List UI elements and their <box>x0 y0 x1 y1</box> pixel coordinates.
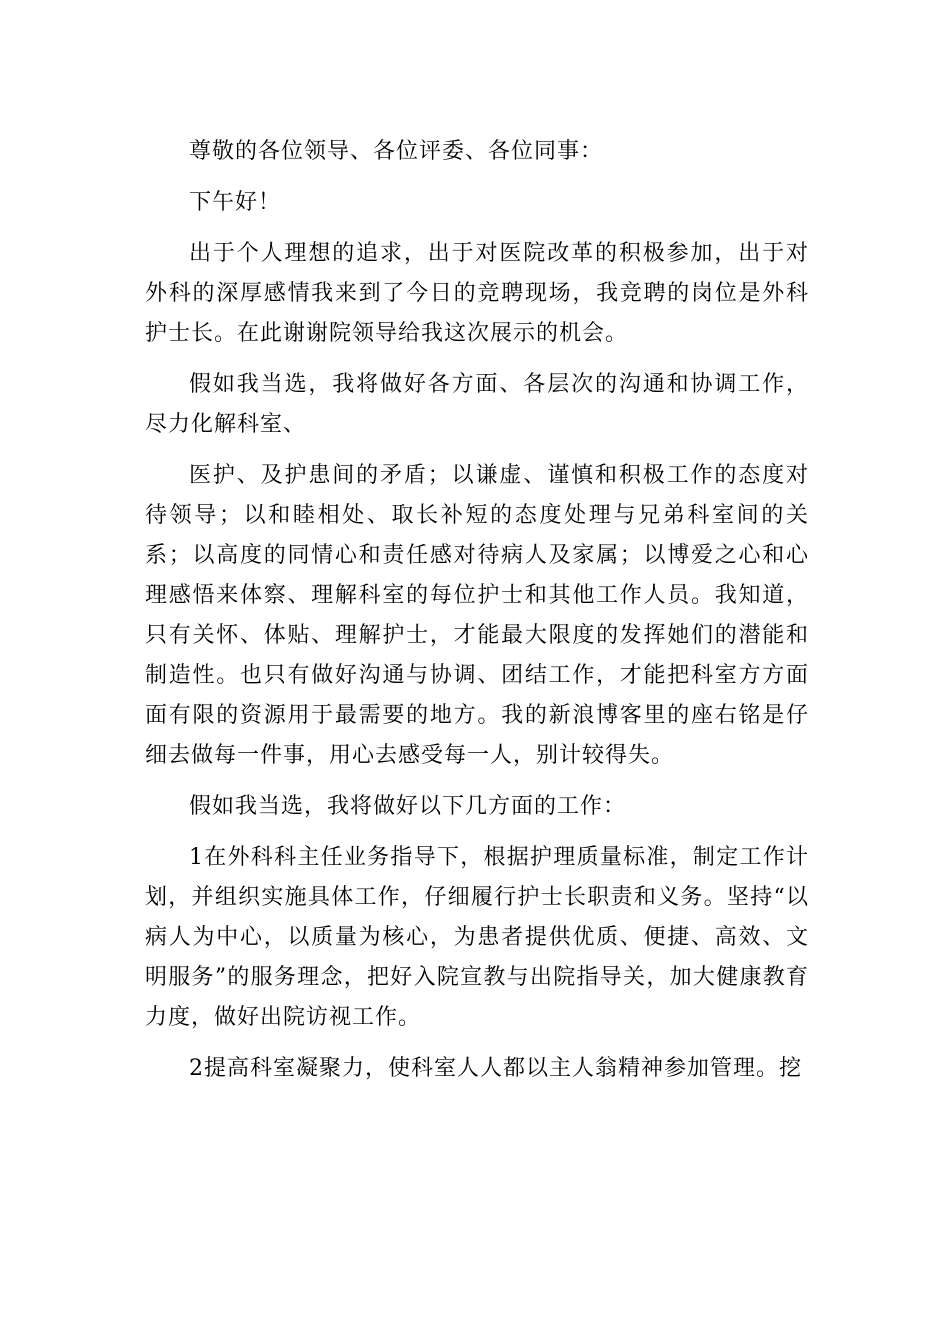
paragraph-work-list-intro: 假如我当选，我将做好以下几方面的工作： <box>189 794 627 819</box>
document-page <box>145 132 809 1100</box>
paragraph-relations: 医护、及护患间的矛盾；以谦虚、谨慎和积极工作的态度对待领导；以和睦相处、取长补短的态度处理与兄弟科室间的关系；以高度的同情心和责任感对待病人及家属；以博爱之心和心理感悟来体察、理解科室的每位护士和其他工作人员。我知道，只有关怀、体贴、理解护士，才能最大限度的发挥她们的潜能和制造性。也只有做好沟通与协调、团结工作，才能把科室方方面面有限的资源用于最需要的地方。我的新浪博客里的座右铭是仔细去做每一件事，用心去感受每一人，别计较得失。 <box>145 463 809 768</box>
paragraph-item-1: 1在外科科主任业务指导下，根据护理质量标准，制定工作计划，并组织实施具体工作，仔细履行护士长职责和义务。坚持“以病人为中心，以质量为核心，为患者提供优质、便捷、高效、文明服务”的服务理念，把好入院宣教与出院指导关，加大健康教育力度，做好出院访视工作。 <box>145 845 809 1030</box>
paragraph-item-2: 2提高科室凝聚力，使科室人人都以主人翁精神参加管理。挖 <box>189 1056 802 1081</box>
paragraph-communication: 假如我当选，我将做好各方面、各层次的沟通和协调工作，尽力化解科室、 <box>145 372 809 437</box>
greeting: 下午好！ <box>189 190 282 215</box>
paragraph-intro: 出于个人理想的追求，出于对医院改革的积极参加，出于对外科的深厚感情我来到了今日的竞聘现场，我竞聘的岗位是外科护士长。在此谢谢院领导给我这次展示的机会。 <box>145 241 809 346</box>
salutation: 尊敬的各位领导、各位评委、各位同事： <box>189 139 604 164</box>
